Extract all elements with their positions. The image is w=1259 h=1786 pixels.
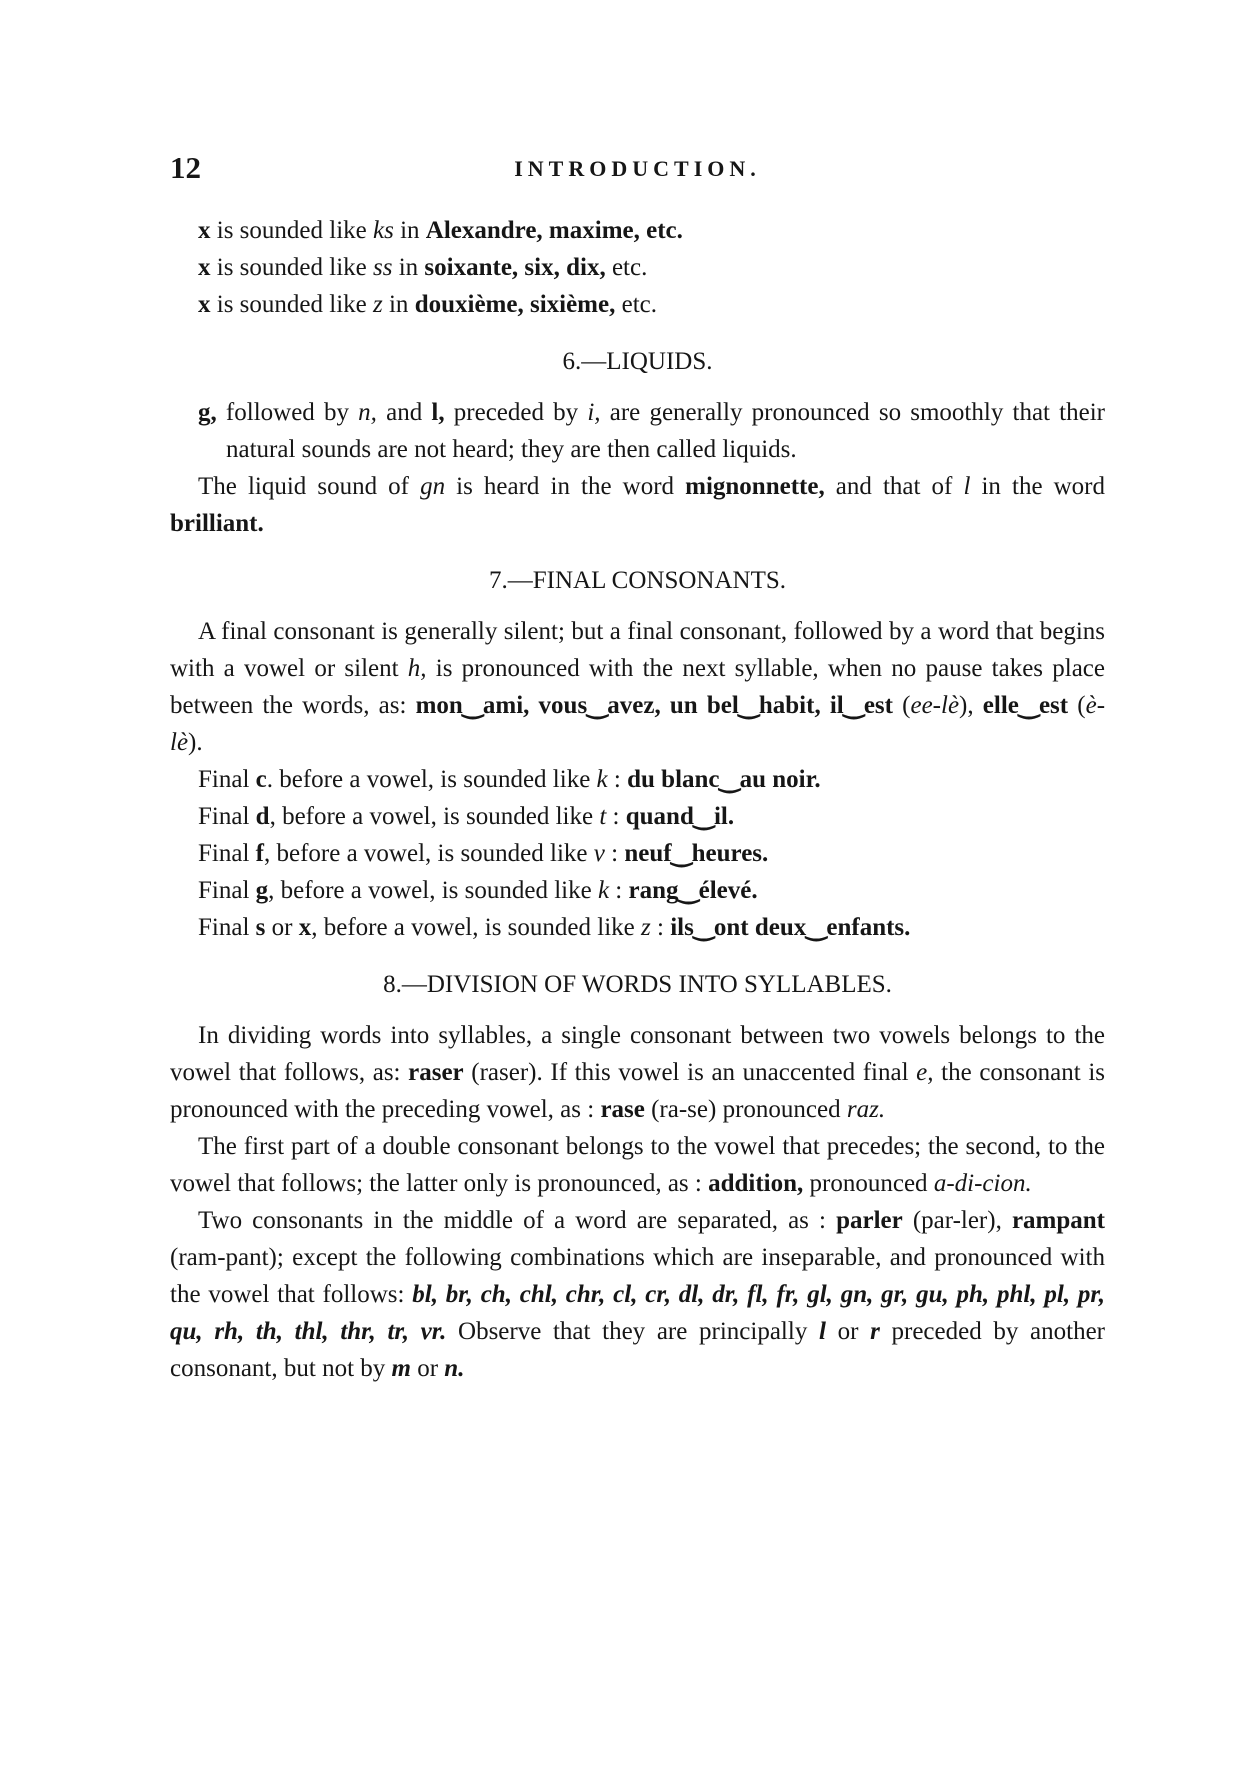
- rule-letter: x: [198, 217, 211, 244]
- section-heading-division: 8.—DIVISION OF WORDS INTO SYLLABLES.: [383, 971, 892, 998]
- rule-letter: x: [198, 291, 211, 318]
- section-heading-liquids: 6.—LIQUIDS.: [562, 348, 713, 375]
- division-paragraph: Two consonants in the middle of a word are separated, as : parler (par-ler), rampant (ram-pant); except the following combinations which are inseparable, and pronounced with the vowel that follows: bl, br, ch, chl, chr, cl, cr, dl, dr, fl, fr, gl, gn, gr, gu, ph, phl, pl, pr, qu, rh, th, thl, thr, tr, vr. Observe that they are principally l or r preceded by another consonant, but not by m or n.: [170, 1207, 1106, 1382]
- rule-letter: x: [198, 254, 211, 281]
- division-paragraph: The first part of a double consonant belongs to the vowel that precedes; the second, to the vowel that follows; the latter only is pronounced, as : addition, pronounced a-di-cion.: [170, 1133, 1105, 1197]
- final-consonant-rule: Final s or x, before a vowel, is sounded like z : ils‿ont deux‿enfants.: [198, 914, 911, 941]
- running-title: INTRODUCTION.: [514, 156, 761, 181]
- final-consonant-rule: Final f, before a vowel, is sounded like v : neuf‿heures.: [198, 840, 769, 867]
- division-section: [170, 1017, 1105, 1387]
- final-consonant-rule: Final c. before a vowel, is sounded like k : du blanc‿au noir.: [198, 766, 821, 793]
- book-page: [170, 150, 1105, 1710]
- liquids-paragraph: The liquid sound of gn is heard in the word mignonnette, and that of l in the word brilliant.: [170, 473, 1105, 537]
- liquids-paragraph: g, followed by n, and l, preceded by i, are generally pronounced so smoothly that their natural sounds are not heard; they are then called liquids.: [198, 399, 1105, 463]
- x-sound-rules: [170, 212, 1105, 323]
- running-head: [170, 150, 1105, 200]
- final-consonants-paragraph: A final consonant is generally silent; but a final consonant, followed by a word that begins with a vowel or silent h, is pronounced with the next syllable, when no pause takes place between the words, as: mon‿ami, vous‿avez, un bel‿habit, il‿est (ee-lè), elle‿est (è-lè).: [170, 618, 1106, 756]
- x-rule-line: x is sounded like z in douxième, sixième, etc.: [198, 291, 657, 318]
- final-consonant-rule: Final d, before a vowel, is sounded like t : quand‿il.: [198, 803, 735, 830]
- liquids-section: [170, 394, 1105, 542]
- x-rule-line: x is sounded like ks in Alexandre, maxime, etc.: [198, 217, 683, 244]
- final-consonants-section: [170, 613, 1105, 946]
- x-rule-line: x is sounded like ss in soixante, six, dix, etc.: [198, 254, 648, 281]
- division-paragraph: In dividing words into syllables, a single consonant between two vowels belongs to the vowel that follows, as: raser (raser). If this vowel is an unaccented final e, the consonant is pronounced with the preceding vowel, as : rase (ra-se) pronounced raz.: [170, 1022, 1105, 1123]
- section-heading-final-consonants: 7.—FINAL CONSONANTS.: [488, 567, 786, 594]
- page-number: 12: [170, 150, 201, 185]
- final-consonant-rule: Final g, before a vowel, is sounded like k : rang‿élevé.: [198, 877, 758, 904]
